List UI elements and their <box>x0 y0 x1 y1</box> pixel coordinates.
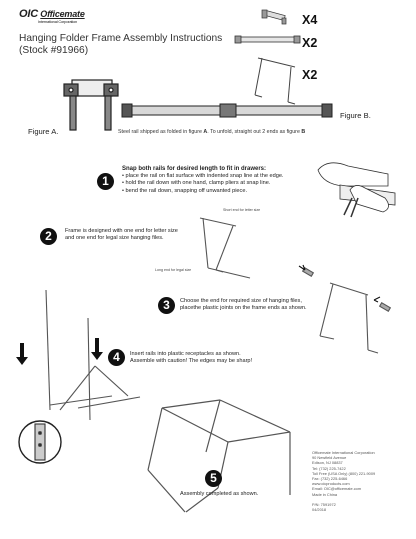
caption-b: B <box>301 129 306 135</box>
step-1-line: • place the rail on flat surface with indented snap line at the edge. <box>122 173 284 180</box>
caption-pre: Steel rail shipped as folded in figure <box>118 129 204 135</box>
company-line: Edison, NJ 08837 <box>312 460 343 466</box>
caption-mid: . To unfold, straight out 2 ends as figure <box>207 129 302 135</box>
step-3-line: placethe plastic joints on the frame ends as shown. <box>180 305 307 312</box>
step-3-text <box>180 298 340 312</box>
step-3-line: Choose the end for required size of hanging files, <box>180 298 302 304</box>
step-2-text <box>65 228 205 242</box>
step-5-number: 5 <box>205 470 222 487</box>
figure-b-label: Figure B. <box>340 111 371 120</box>
step-1-text <box>122 166 327 195</box>
company-line: Made in China <box>312 491 338 497</box>
joint-quantity: X4 <box>302 13 318 27</box>
step1-hands-drawing <box>318 163 395 217</box>
company-info <box>312 450 375 512</box>
step-4-text <box>130 351 290 365</box>
legal-size-label: Long end for legal size <box>155 268 192 272</box>
rail-quantity: X2 <box>302 36 318 50</box>
figure-caption <box>118 129 305 135</box>
frame-end-quantity: X2 <box>302 68 318 82</box>
plastic-joint-drawing <box>262 10 286 24</box>
part-number: P/N: 7591972 <box>312 501 336 507</box>
step-2-line: and one end for legal size hanging files. <box>65 235 164 242</box>
step-1-line: • bend the rail down, snapping off unwanted piece. <box>122 187 248 194</box>
step2-frame-drawing <box>200 218 250 278</box>
company-line: Tel: (732) 225-7422 <box>312 465 346 471</box>
letter-size-label: Short end for letter size <box>223 208 261 212</box>
logo-brand: Officemate <box>40 9 85 19</box>
step-1-line: • hold the rail down with one hand, clamp pliers at snap line. <box>122 180 271 187</box>
figure-a-drawing <box>64 80 118 130</box>
company-line: Toll Free (USA Only) (800) 221-9009 <box>312 470 376 476</box>
step-1-heading: Snap both rails for desired length to fit in drawers: <box>122 166 267 172</box>
step-5-line: Assembly completed as shown. <box>180 491 259 497</box>
step-1-number: 1 <box>97 173 114 190</box>
step-2-line: Frame is designed with one end for letter size <box>65 228 178 234</box>
step-3-number: 3 <box>158 297 175 314</box>
company-line: Email: OIC@officemate.com <box>312 486 362 492</box>
figure-a-label: Figure A. <box>28 127 59 136</box>
logo-tagline: International Corporation <box>38 19 78 24</box>
step-5-text <box>180 491 258 498</box>
step-4-line: Insert rails into plastic receptacles as shown. <box>130 351 241 357</box>
company-line: www.oicproducts.com <box>312 481 350 487</box>
step4-assembly-drawing <box>16 290 140 463</box>
step-4-line: Assemble with caution! The edges may be sharp! <box>130 358 253 365</box>
figure-b-drawing <box>122 104 332 117</box>
title-line-2: (Stock #91966) <box>19 45 89 56</box>
print-date: 04/2018 <box>312 507 327 513</box>
step-2-number: 2 <box>40 228 57 245</box>
company-line: 90 Newfield Avenue <box>312 455 347 461</box>
steel-rail-drawing <box>235 36 300 43</box>
frame-end-drawing <box>255 58 295 104</box>
company-line: Fax: (732) 225-6466 <box>312 476 348 482</box>
logo-mark: OIC <box>19 8 38 20</box>
caption-a: A <box>203 129 208 135</box>
company-line: Officemate International Corporation <box>312 450 375 455</box>
step-4-number: 4 <box>108 349 125 366</box>
title-line-1: Hanging Folder Frame Assembly Instructions <box>19 33 223 44</box>
